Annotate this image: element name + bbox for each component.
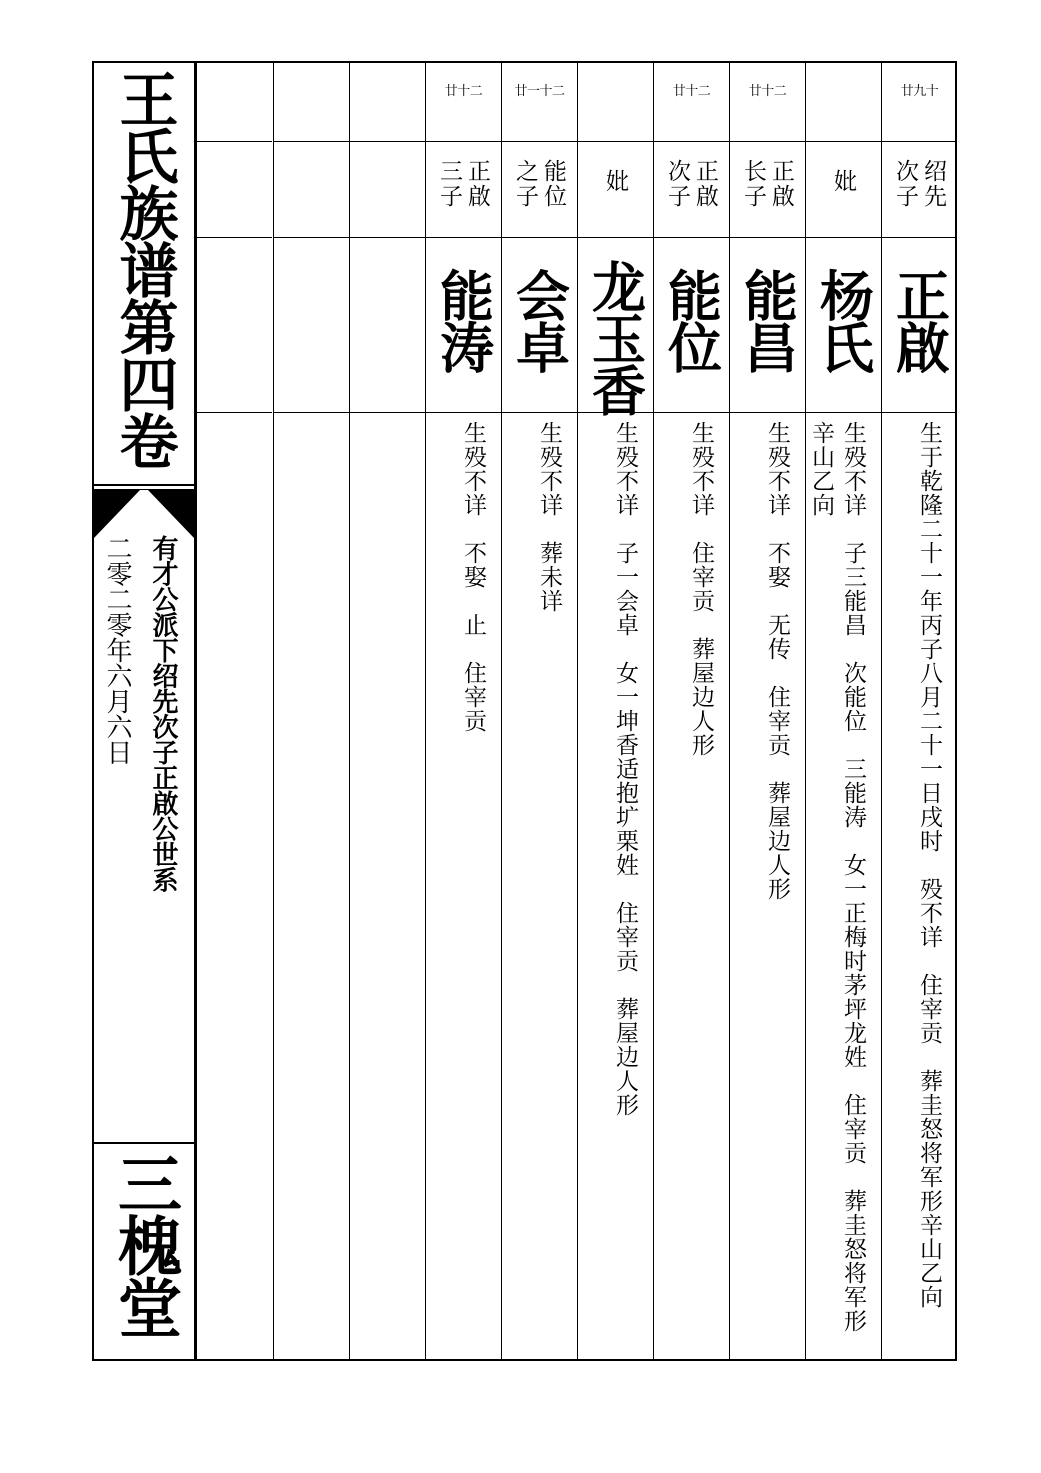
person-name: 会卓 <box>507 268 572 372</box>
entry-column-empty <box>196 63 272 1359</box>
generation-label: 廿九十 <box>900 84 939 99</box>
person-name: 正啟 <box>887 268 952 372</box>
generation-label: 廿十二 <box>748 84 787 99</box>
branch-subtitle: 有才公派下绍先次子正啟公世系 <box>148 535 178 892</box>
entry-column-empty <box>273 63 349 1359</box>
person-name: 能昌 <box>735 268 800 372</box>
compile-date: 二零二零年六月六日 <box>102 535 132 765</box>
biography-text: 生殁不详 子三能昌 次能位 三能涛 女一正梅时茅坪龙姓 住宰贡 葬圭怒将军形辛山乙向 <box>808 421 866 1333</box>
person-name: 能位 <box>659 268 724 372</box>
relation-label: 正啟 长子 <box>740 159 794 209</box>
title-divider <box>94 484 194 486</box>
hall-name: 三槐堂 <box>107 1151 182 1337</box>
entry-column <box>729 63 805 1359</box>
person-name: 龙玉香 <box>583 259 648 415</box>
entry-column <box>653 63 729 1359</box>
generation-label: 廿十二 <box>444 84 483 99</box>
entry-column <box>805 63 881 1359</box>
relation-label: 妣 <box>602 169 628 194</box>
hall-divider <box>94 1142 194 1144</box>
biography-text: 生殁不详 不娶 止 住宰贡 <box>460 421 486 733</box>
entry-column <box>425 63 501 1359</box>
biography-text: 生殁不详 不娶 无传 住宰贡 葬屋边人形 <box>764 421 790 901</box>
book-title: 王氏族谱第四卷 <box>109 69 179 468</box>
generation-label: 廿十二 <box>672 84 711 99</box>
relation-label: 绍先 次子 <box>892 159 946 209</box>
entry-column <box>881 63 957 1359</box>
biography-text: 生殁不详 子一会卓 女一坤香适抱圹栗姓 住宰贡 葬屋边人形 <box>612 421 638 1117</box>
entry-column <box>577 63 653 1359</box>
entry-column-empty <box>349 63 425 1359</box>
relation-label: 能位 之子 <box>512 159 566 209</box>
relation-label: 妣 <box>830 169 856 194</box>
entry-column <box>501 63 577 1359</box>
generation-label: 廿一十二 <box>514 84 565 99</box>
person-name: 杨氏 <box>811 268 876 372</box>
biography-text: 生于乾隆二十一年丙子八月二十一日戌时 殁不详 住宰贡 葬圭怒将军形辛山乙向 <box>916 421 942 1309</box>
biography-text: 生殁不详 住宰贡 葬屋边人形 <box>688 421 714 757</box>
relation-label: 正啟 三子 <box>436 159 490 209</box>
relation-label: 正啟 次子 <box>664 159 718 209</box>
genealogy-page <box>92 61 957 1361</box>
biography-text: 生殁不详 葬未详 <box>536 421 562 613</box>
title-strip <box>94 63 196 1359</box>
person-name: 能涛 <box>431 268 496 372</box>
